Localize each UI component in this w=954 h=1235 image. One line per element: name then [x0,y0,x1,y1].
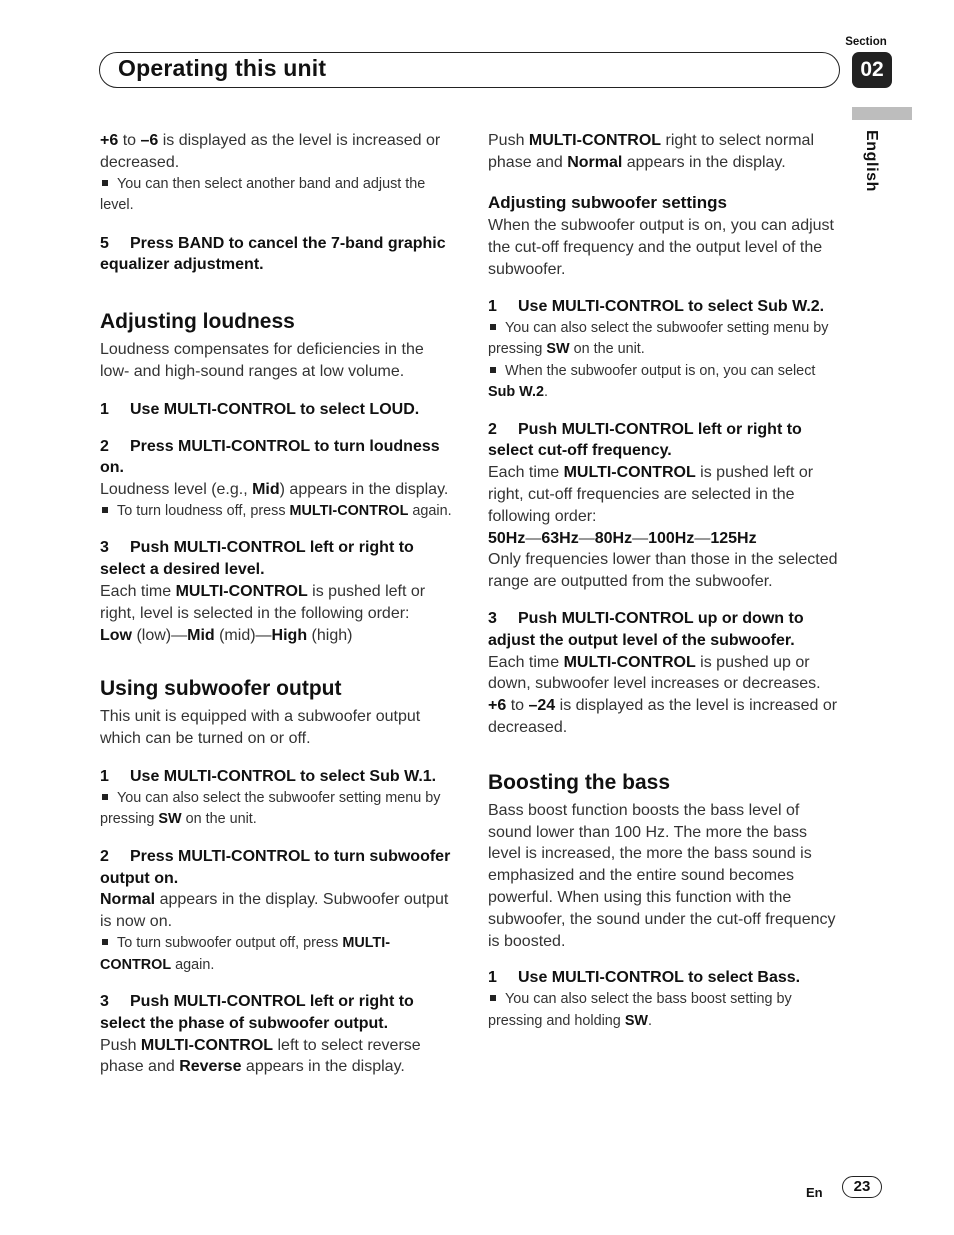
eq-level-text: +6 to –6 is displayed as the level is increased or decreased. [100,132,441,171]
subwoofer-step-1: 1 Use MULTI-CONTROL to select Sub W.1. [100,768,437,786]
note-subwoofer-menu: You can also select the subwoofer setting menu by pressing SW on the unit. [100,789,441,828]
subwoofer-step-2: 2 Press MULTI-CONTROL to turn subwoofer output on. [100,847,451,887]
bass-body: Bass boost function boosts the bass level of sound lower than 100 Hz. The more the bass level is increased, the more the bass sound is emphasized and the entire sound becomes powerful. When using this function with the subwoofer, the sound under the cut-off frequency is boosted. [488,801,836,950]
loudness-step-2: 2 Press MULTI-CONTROL to turn loudness on. [100,437,440,477]
heading-boosting-the-bass: Boosting the bass [488,770,671,794]
loudness-step-3-body: Each time MULTI-CONTROL is pushed left or right, level is selected in the following order: [100,583,426,622]
note-loudness-off: To turn loudness off, press MULTI-CONTROL again. [100,501,452,523]
heading-adjusting-subwoofer-settings: Adjusting subwoofer settings [488,192,727,212]
left-column [100,130,452,1078]
page-title: Operating this unit [118,55,327,81]
section-number-badge: 02 [852,52,892,88]
sub-settings-step-2: 2 Push MULTI-CONTROL left or right to select cut-off frequency. [488,420,802,460]
footer-language: En [806,1185,823,1200]
heading-adjusting-loudness: Adjusting loudness [100,310,295,334]
sub-level-range-text: +6 to –24 is displayed as the level is increased or decreased. [488,697,838,736]
bullet-square-icon [490,367,496,373]
cutoff-frequency-list: 50Hz—63Hz—80Hz—100Hz—125Hz [488,529,757,547]
section-label: Section [845,36,887,48]
subwoofer-step-3: 3 Push MULTI-CONTROL left or right to select the phase of subwoofer output. [100,993,414,1032]
note-band: You can then select another band and adjust the level. [100,175,426,214]
bullet-square-icon [102,180,108,186]
loudness-step-1: 1 Use MULTI-CONTROL to select LOUD. [100,400,420,418]
sub-settings-step-2-body: Each time MULTI-CONTROL is pushed left or right, cut-off frequencies are selected in the following order: [488,464,814,525]
bullet-square-icon [490,995,496,1001]
loudness-body: Loudness compensates for deficiencies in the low- and high-sound ranges at low volume. [100,341,424,380]
bullet-square-icon [102,939,108,945]
note-bass-boost: You can also select the bass boost setting by pressing and holding SW. [488,991,792,1029]
language-side-label: English [863,130,880,192]
cutoff-frequency-note: Only frequencies lower than those in the selected range are outputted from the subwoofer. [488,551,838,591]
subwoofer-body: This unit is equipped with a subwoofer output which can be turned on or off. [100,708,421,748]
loudness-levels: Low (low)—Mid (mid)—High (high) [100,626,353,644]
right-column [488,130,840,1032]
note-sub-w2: When the subwoofer output is on, you can select Sub W.2. [488,362,816,401]
bass-step-1: 1 Use MULTI-CONTROL to select Bass. [488,969,801,987]
note-subwoofer-off: To turn subwoofer output off, press MULTI-CONTROL again. [100,935,391,973]
note-sub-settings-menu: You can also select the subwoofer setting menu by pressing SW on the unit. [488,319,829,358]
heading-using-subwoofer-output: Using subwoofer output [100,677,342,701]
bullet-square-icon [102,794,108,800]
bullet-square-icon [102,507,108,513]
sub-settings-body: When the subwoofer output is on, you can adjust the cut-off frequency and the output level of the subwoofer. [488,217,834,278]
page-number: 23 [842,1176,882,1198]
sub-settings-step-3: 3 Push MULTI-CONTROL up or down to adjust the output level of the subwoofer. [488,609,804,649]
bullet-square-icon [490,324,496,330]
language-tab-marker [852,107,912,120]
subwoofer-step-3-body: Push MULTI-CONTROL left to select reverse phase and Reverse appears in the display. [100,1036,421,1076]
step-5: 5 Press BAND to cancel the 7-band graphic equalizer adjustment. [100,234,446,274]
loudness-step-3: 3 Push MULTI-CONTROL left or right to select a desired level. [100,539,414,579]
sub-settings-step-1: 1 Use MULTI-CONTROL to select Sub W.2. [488,297,825,315]
subwoofer-step-2-body: Normal appears in the display. Subwoofer output is now on. [100,891,449,931]
loudness-step-2-body: Loudness level (e.g., Mid) appears in the display. [100,481,449,499]
normal-phase-text: Push MULTI-CONTROL right to select normal phase and Normal appears in the display. [488,132,814,171]
sub-settings-step-3-body: Each time MULTI-CONTROL is pushed up or down, subwoofer level increases or decreases. [488,653,821,693]
